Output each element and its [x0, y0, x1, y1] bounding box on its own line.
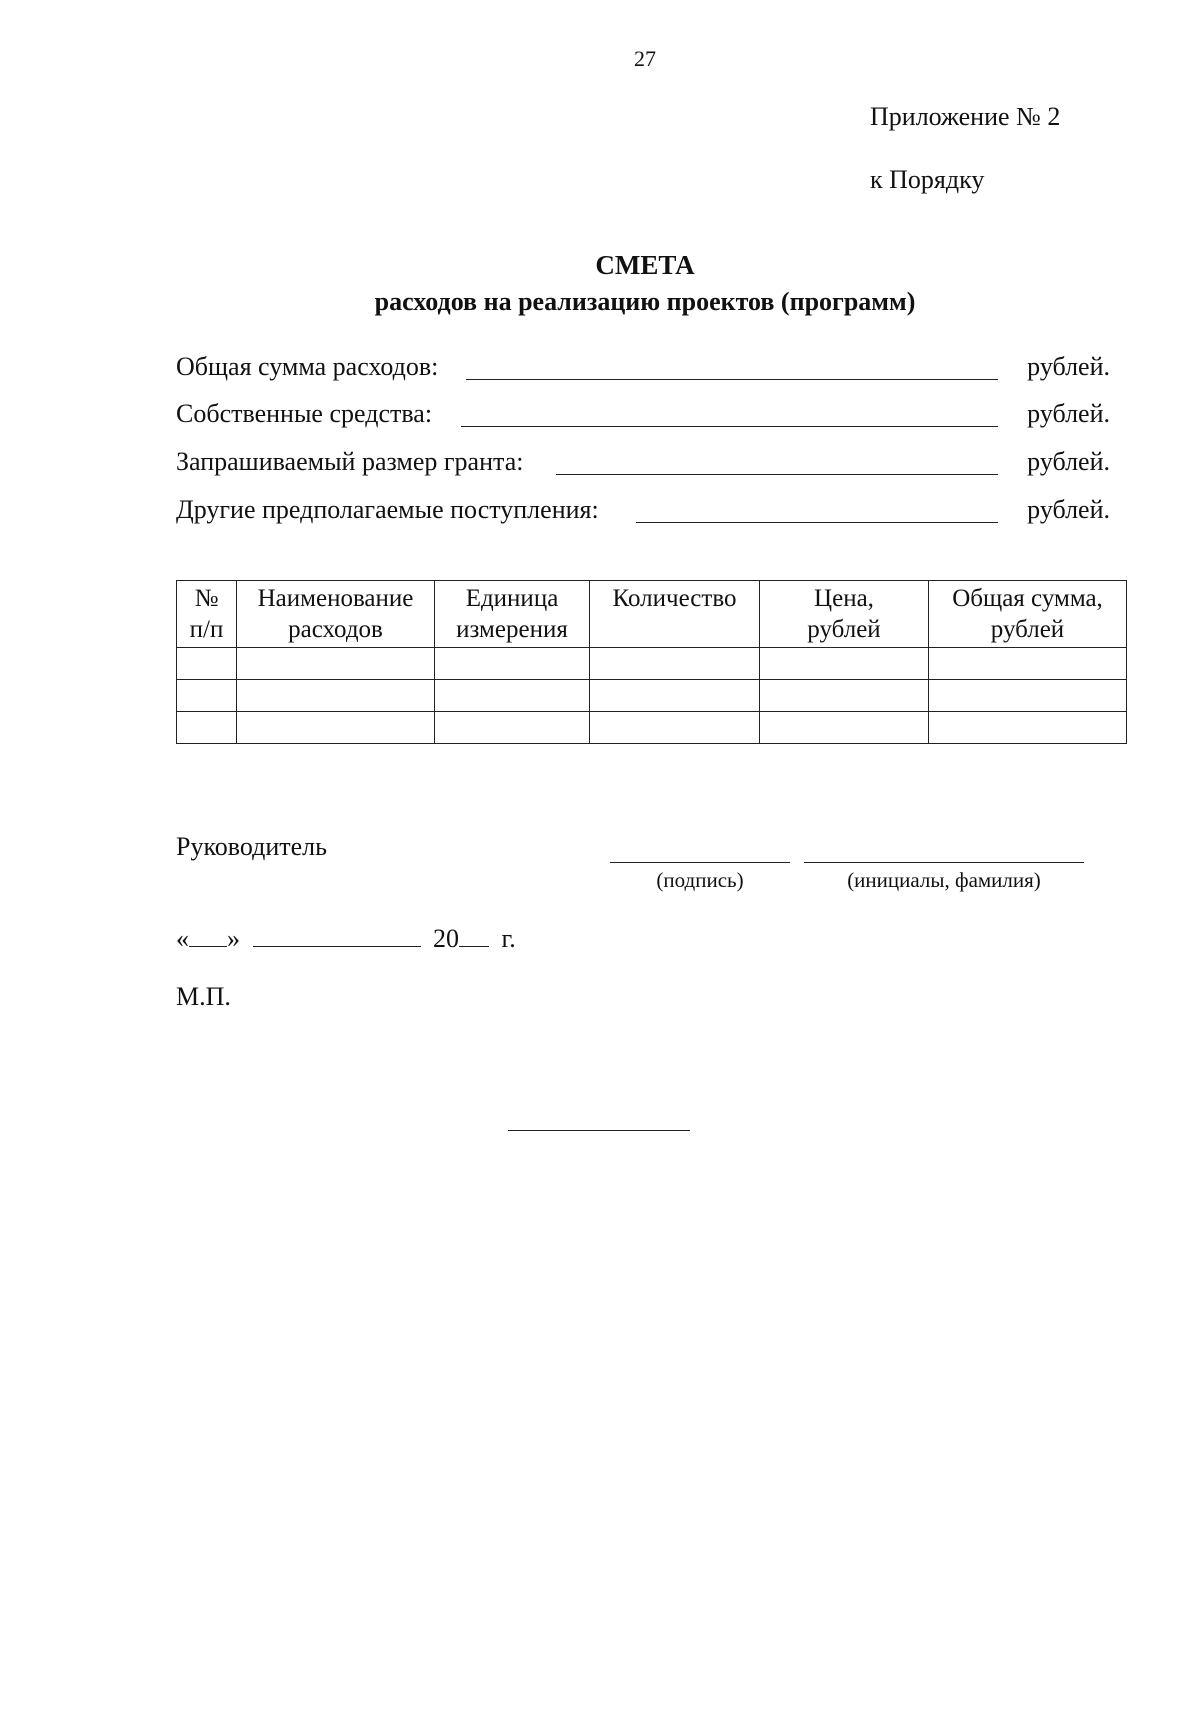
signature-line: [610, 862, 790, 863]
table-cell: [590, 680, 760, 712]
field-unit: рублей.: [1027, 399, 1110, 428]
table-cell: [929, 712, 1127, 744]
table-cell: [760, 680, 929, 712]
table-cell: [435, 648, 590, 680]
table-cell: [177, 680, 237, 712]
table-cell: [177, 712, 237, 744]
month-blank: [253, 924, 421, 947]
table-cell: [760, 712, 929, 744]
column-header-price: Цена, рублей: [760, 581, 929, 648]
field-label: Общая сумма расходов:: [176, 352, 439, 381]
fill-in-line: [461, 426, 998, 427]
date-line: [176, 924, 516, 954]
requested-grant-field: [176, 447, 1110, 481]
name-caption: (инициалы, фамилия): [847, 868, 1041, 892]
field-unit: рублей.: [1027, 495, 1110, 524]
table-cell: [590, 712, 760, 744]
field-label: Запрашиваемый размер гранта:: [176, 447, 524, 476]
column-header-unit: Единица измерения: [435, 581, 590, 648]
annex-reference: к Порядку: [870, 165, 985, 194]
table-cell: [760, 648, 929, 680]
year-blank: [459, 924, 489, 947]
document-subtitle: расходов на реализацию проектов (программ): [374, 287, 916, 316]
field-unit: рублей.: [1027, 447, 1110, 476]
day-blank: [189, 924, 227, 947]
total-expenses-field: [176, 352, 1110, 386]
column-header-quantity: Количество: [590, 581, 760, 648]
signer-role: Руководитель: [176, 832, 327, 861]
signature-caption: (подпись): [656, 868, 744, 892]
fill-in-line: [636, 522, 998, 523]
table-header-row: [177, 581, 1127, 648]
table-body: [177, 648, 1127, 744]
column-header-number: № п/п: [177, 581, 237, 648]
open-quote: «: [176, 924, 189, 953]
table-cell: [237, 680, 435, 712]
table-cell: [435, 680, 590, 712]
name-line: [804, 862, 1084, 863]
table-cell: [590, 648, 760, 680]
table-cell: [435, 712, 590, 744]
other-income-field: [176, 495, 1110, 529]
table-row: [177, 712, 1127, 744]
table-cell: [237, 712, 435, 744]
field-unit: рублей.: [1027, 352, 1110, 381]
field-label: Другие предполагаемые поступления:: [176, 495, 599, 524]
column-header-expense-name: Наименование расходов: [237, 581, 435, 648]
close-quote: »: [227, 924, 240, 953]
page-number: 27: [634, 46, 656, 71]
table-cell: [929, 680, 1127, 712]
table-cell: [237, 648, 435, 680]
table-cell: [929, 648, 1127, 680]
end-rule: [508, 1130, 690, 1131]
fill-in-line: [556, 474, 998, 475]
table-row: [177, 648, 1127, 680]
table-cell: [177, 648, 237, 680]
document-title: СМЕТА: [595, 250, 695, 280]
table-row: [177, 680, 1127, 712]
column-header-total: Общая сумма, рублей: [929, 581, 1127, 648]
year-prefix: 20: [433, 924, 459, 953]
year-suffix: г.: [501, 924, 516, 953]
expense-estimate-table: [176, 580, 1127, 744]
own-funds-field: [176, 399, 1110, 433]
annex-label: Приложение № 2: [870, 102, 1061, 131]
stamp-place-label: М.П.: [176, 982, 231, 1011]
fill-in-line: [466, 379, 998, 380]
field-label: Собственные средства:: [176, 399, 433, 428]
